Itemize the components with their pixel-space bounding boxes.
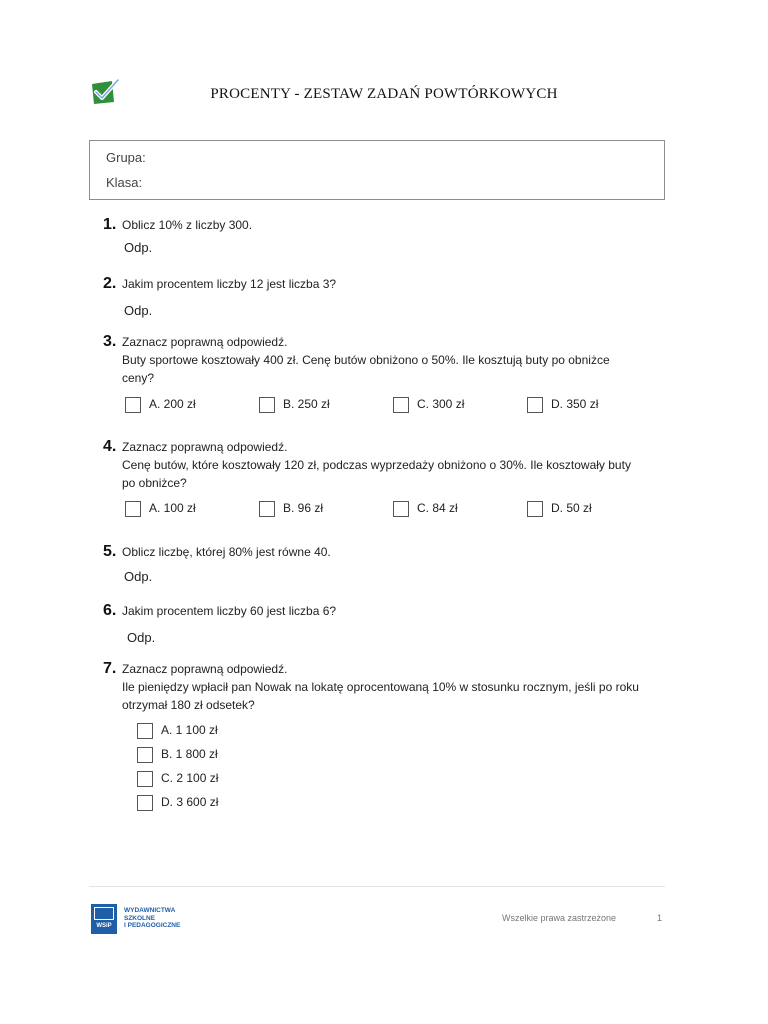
checkbox[interactable] [137,771,153,787]
question-text: Oblicz 10% z liczby 300. [122,218,253,232]
checkbox[interactable] [259,397,275,413]
checkbox[interactable] [137,747,153,763]
question-number: 4. [103,438,117,455]
checkbox[interactable] [527,501,543,517]
question-number: 7. [103,660,117,677]
question-text: Jakim procentem liczby 12 jest liczba 3? [122,277,337,291]
question-number: 2. [103,275,117,292]
page-title: PROCENTY - ZESTAW ZADAŃ POWTÓRKOWYCH [210,86,558,102]
question-text: Ile pieniędzy wpłacił pan Nowak na lokatę oprocentowaną 10% w stosunku rocznym, jeśli po roku [122,680,639,694]
question-instruction: Zaznacz poprawną odpowiedź. [122,440,288,454]
group-label: Grupa: [106,150,146,165]
answer-label: Odp. [124,569,153,584]
copyright-notice: Wszelkie prawa zastrzeżone [502,913,617,923]
answer-label: Odp. [124,240,153,255]
answer-label: Odp. [124,303,153,318]
student-info-box [89,140,665,200]
footer-divider [89,886,665,887]
publisher-logo-icon: WSiP [91,904,117,934]
question-number: 5. [103,543,117,560]
question-number: 1. [103,216,117,233]
checkbox[interactable] [125,397,141,413]
question-number: 6. [103,602,117,619]
checkbox[interactable] [393,397,409,413]
checkbox[interactable] [125,501,141,517]
question-text: Cenę butów, które kosztowały 120 zł, podczas wyprzedaży obniżono o 30%. Ile kosztowały buty [122,458,631,472]
question-instruction: Zaznacz poprawną odpowiedź. [122,335,288,349]
page-number: 1 [657,913,663,923]
question-text: Buty sportowe kosztowały 400 zł. Cenę butów obniżono o 50%. Ile kosztują buty po obniżce [122,353,610,367]
answer-label: Odp. [127,630,156,645]
checkbox[interactable] [137,723,153,739]
checkbox[interactable] [137,795,153,811]
class-label: Klasa: [106,175,143,190]
question-instruction: Zaznacz poprawną odpowiedź. [122,662,288,676]
question-text: Oblicz liczbę, której 80% jest równe 40. [122,545,331,559]
checkbox[interactable] [527,397,543,413]
question-number: 3. [103,333,117,350]
checkbox[interactable] [259,501,275,517]
question-text: ceny? [122,371,155,385]
checkbox[interactable] [393,501,409,517]
question-text: otrzymał 180 zł odsetek? [122,698,255,712]
publisher-name: WYDAWNICTWA SZKOLNE I PEDAGOGICZNE [124,907,181,929]
question-text: Jakim procentem liczby 60 jest liczba 6? [122,604,337,618]
question-text: po obniżce? [122,476,187,490]
